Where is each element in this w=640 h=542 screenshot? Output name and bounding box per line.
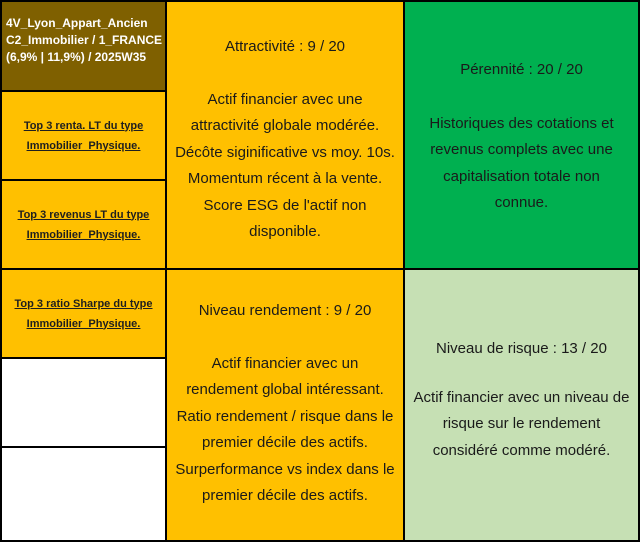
asset-title [1,1,166,91]
body-line: revenus complets avec une [430,141,613,158]
link-line: Immobilier_Physique. [26,317,141,330]
empty-cell [1,358,166,447]
body-line: Actif financier avec une [207,90,363,108]
perennite-title: Pérennité : 20 / 20 [460,61,583,78]
body-line: Momentum récent à la vente. [187,170,383,187]
link-line: Immobilier_Physique. [26,139,141,152]
attractivite-title: Attractivité : 9 / 20 [224,38,346,55]
perennite-body [411,111,632,217]
attractivite-panel [166,1,404,269]
risque-title: Niveau de risque : 13 / 20 [436,340,607,357]
body-line: considéré comme modéré. [432,441,611,459]
body-line: disponible. [249,223,321,240]
body-line: Historiques des cotations et [429,114,614,132]
top3-sharpe-link[interactable] [1,269,166,358]
body-line: risque sur le rendement [442,415,601,432]
body-line: Décôte siginificative vs moy. 10s. [175,143,395,161]
body-line: Actif financier avec un [211,354,359,372]
body-line: premier décile des actifs. [202,434,368,451]
body-line: capitalisation totale non [443,167,600,185]
attractivite-body [173,87,397,246]
rendement-body [173,351,397,510]
body-line: connue. [494,194,549,211]
body-line: Score ESG de l'actif non [203,196,367,214]
link-line: Top 3 revenus LT du type [17,208,150,221]
link-line: Top 3 ratio Sharpe du type [14,297,153,310]
body-line: attractivité globale modérée. [190,117,380,134]
body-line: Actif financier avec un niveau de [413,388,630,406]
top3-revenus-link[interactable] [1,180,166,269]
rendement-title: Niveau rendement : 9 / 20 [198,302,372,319]
body-line: premier décile des actifs. [202,487,368,504]
body-line: rendement global intéressant. [186,381,384,398]
body-line: Surperformance vs index dans le [175,460,395,478]
asset-title-line: C2_Immobilier / 1_FRANCE [6,33,163,47]
empty-cell [1,447,166,541]
body-line: Ratio rendement / risque dans le [176,407,394,425]
risque-body [411,385,632,465]
link-line: Top 3 renta. LT du type [23,119,144,132]
asset-title-line: 4V_Lyon_Appart_Ancien [6,16,148,30]
perennite-panel [404,1,639,269]
rendement-panel [166,269,404,541]
risque-panel [404,269,639,541]
top3-renta-link[interactable] [1,91,166,180]
asset-title-line: (6,9% | 11,9%) / 2025W35 [6,50,147,64]
link-line: Immobilier_Physique. [26,228,141,241]
